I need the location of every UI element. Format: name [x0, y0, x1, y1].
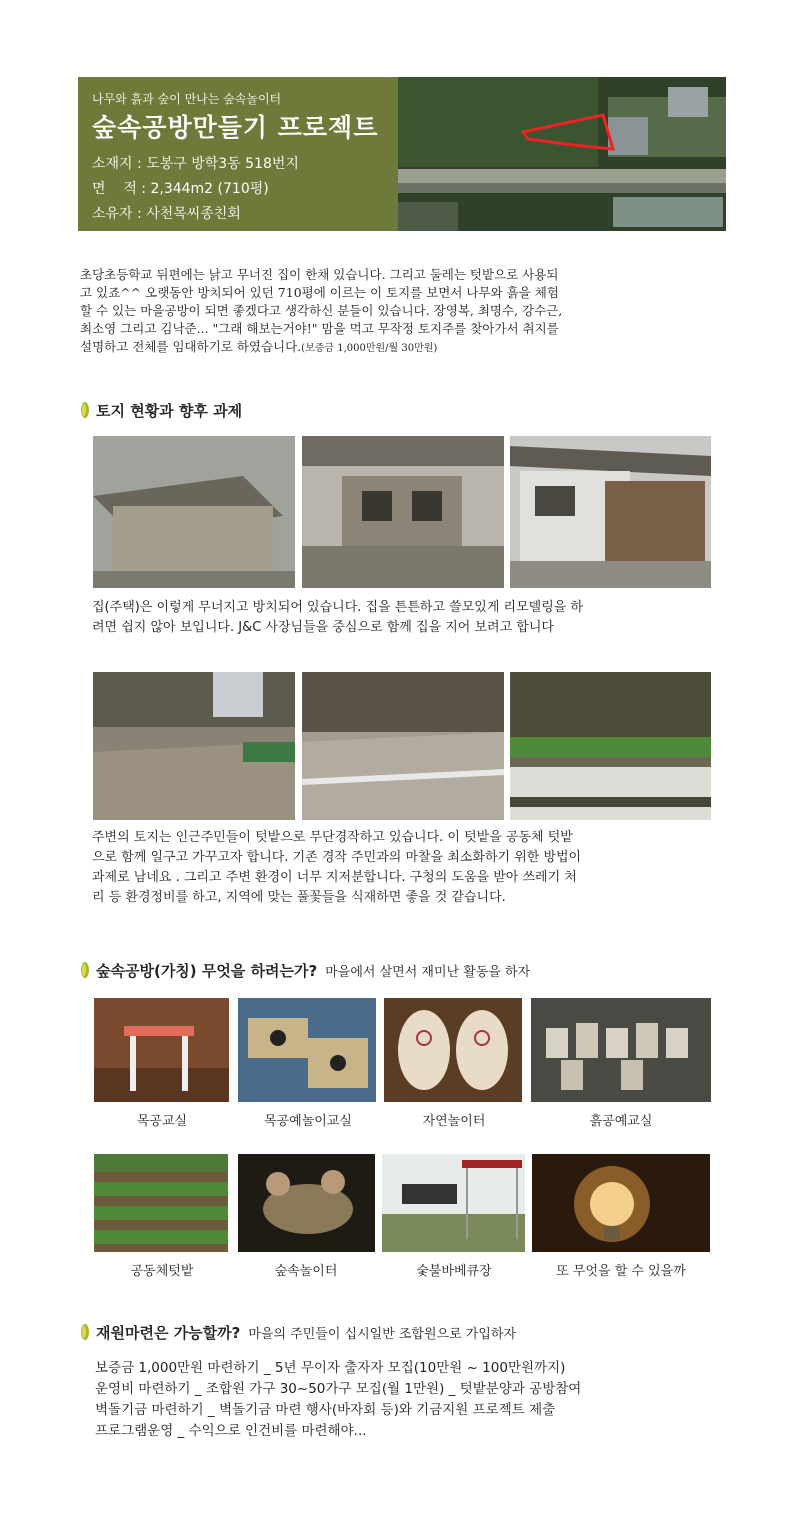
intro-line: 할 수 있는 마을공방이 되면 좋겠다고 생각하신 분들이 있습니다. 장영복, 최명수, 강수근,	[80, 303, 563, 318]
section-title: 토지 현황과 향후 과제	[96, 402, 243, 420]
map-drawing	[398, 77, 726, 231]
header-location: 소재지 : 도봉구 방학3동 518번지	[92, 156, 299, 172]
section-heading	[80, 400, 242, 421]
activity-photo-pottery	[531, 998, 711, 1102]
activity-photo-lightbulb	[532, 1154, 710, 1252]
deposit-note: (보증금 1,000만원/월 30만원)	[301, 343, 438, 354]
header-owner: 소유자 : 사천목씨종친회	[92, 206, 241, 222]
activity-photo-garden	[94, 1154, 228, 1252]
section-heading	[80, 960, 530, 981]
house-photo-1	[93, 436, 295, 588]
caption-garden: 공동체텃밭	[130, 1264, 194, 1279]
aerial-map-image	[398, 77, 726, 231]
section-subtitle: 마을의 주민들이 십시일반 조합원으로 가입하자	[248, 1327, 517, 1342]
activity-photo-barbecue	[382, 1154, 525, 1252]
header-area: 면 적 : 2,344m2 (710평)	[92, 181, 269, 197]
caption-woodcraft: 목공예놀이교실	[264, 1114, 352, 1129]
activity-photo-woodshop	[94, 998, 229, 1102]
house-text-line: 집(주택)은 이렇게 무너지고 방치되어 있습니다. 집을 튼튼하고 쓸모있게 리모델링을 하	[92, 600, 583, 615]
funding-line: 운영비 마련하기 _ 조합원 가구 30~50가구 모집(월 1만원) _ 텃밭분양과 공방참여	[95, 1381, 582, 1397]
field-text-line: 리 등 환경정비를 하고, 지역에 맞는 풀꽃들을 식재하면 좋을 것 같습니다.	[92, 890, 506, 905]
funding-list	[95, 1358, 581, 1442]
leaf-icon	[80, 401, 90, 419]
field-text-line: 과제로 남네요 . 그리고 주변 환경이 너무 지저분합니다. 구청의 도움을 받아 쓰레기 처	[92, 870, 577, 885]
section-subtitle: 마을에서 살면서 재미난 활동을 하자	[325, 965, 531, 980]
activity-photo-nature	[384, 998, 522, 1102]
field-text-line: 주변의 토지는 인근주민들이 텃밭으로 무단경작하고 있습니다. 이 텃밭을 공동체 텃밭	[92, 830, 573, 845]
section-heading	[80, 1322, 516, 1343]
caption-pottery: 흙공예교실	[589, 1114, 653, 1129]
intro-line	[80, 338, 725, 358]
field-photo-1	[93, 672, 295, 820]
field-text-line: 으로 함께 일구고 가꾸고자 합니다. 기존 경작 주민과의 마찰을 최소화하기 위한 방법이	[92, 850, 582, 865]
house-photo-2	[302, 436, 504, 588]
field-photo-3	[510, 672, 711, 820]
activity-photo-woodcraft	[238, 998, 376, 1102]
funding-line: 프로그램운영 _ 수익으로 인건비를 마련해야...	[95, 1423, 367, 1439]
intro-paragraph	[80, 266, 725, 358]
activity-photo-forest-play	[238, 1154, 375, 1252]
funding-line: 보증금 1,000만원 마련하기 _ 5년 무이자 출자자 모집(10만원 ~ 100만원까지)	[95, 1360, 566, 1376]
house-text-line: 려면 쉽지 않아 보입니다. J&C 사장님들을 중심으로 함께 집을 지어 보려고 합니다	[92, 620, 554, 635]
field-photo-2	[302, 672, 504, 820]
field-description	[92, 828, 722, 908]
funding-line: 벽돌기금 마련하기 _ 벽돌기금 마련 행사(바자회 등)와 기금지원 프로젝트 제출	[95, 1402, 556, 1418]
house-description	[92, 598, 722, 638]
intro-line-text: 설명하고 전체를 임대하기로 하였습니다.	[80, 339, 302, 354]
caption-forest-play: 숲속놀이터	[274, 1264, 338, 1279]
intro-line: 최소영 그리고 김낙준... "그래 해보는거야!" 맘을 먹고 무작정 토지주를 찾아가서 취지를	[80, 321, 559, 336]
caption-barbecue: 숯불바베큐장	[416, 1264, 492, 1279]
caption-what-else: 또 무엇을 할 수 있을까	[556, 1264, 686, 1279]
section-title: 숲속공방(가칭) 무엇을 하려는가?	[96, 962, 318, 980]
caption-nature-play: 자연놀이터	[422, 1114, 486, 1129]
header-title: 숲속공방만들기 프로젝트	[92, 113, 379, 142]
section-title: 재원마련은 가능할까?	[96, 1324, 241, 1342]
intro-line: 초당초등학교 뒤편에는 낡고 무너진 집이 한채 있습니다. 그리고 둘레는 텃밭으로 사용되	[80, 267, 559, 282]
intro-line: 고 있죠^^ 오랫동안 방치되어 있던 710평에 이르는 이 토지를 보면서 나무와 흙을 체험	[80, 285, 559, 300]
house-photo-3	[510, 436, 711, 588]
leaf-icon	[80, 961, 90, 979]
leaf-icon	[80, 1323, 90, 1341]
header-subtitle: 나무와 흙과 숲이 만나는 숲속놀이터	[92, 92, 282, 106]
caption-woodshop: 목공교실	[136, 1114, 188, 1129]
